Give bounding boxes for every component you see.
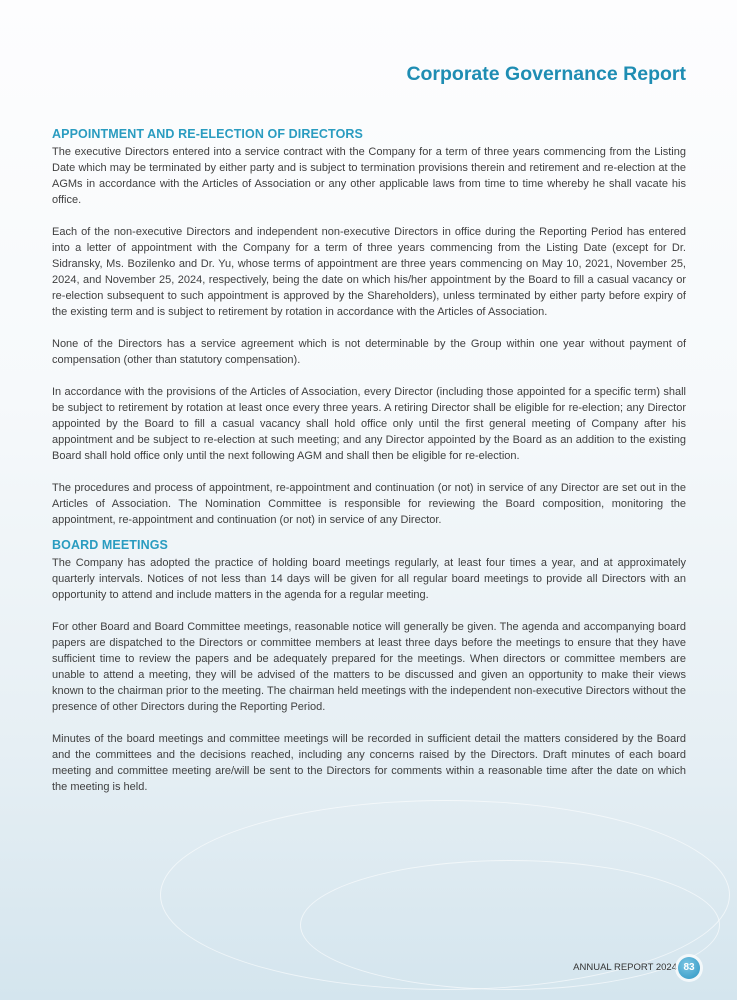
paragraph: For other Board and Board Committee meetings, reasonable notice will generally be given. The agenda and accompanying board papers are dispatched to the Directors or committee members at least three days before the meetings to ensure that they have sufficient time to review the papers and be adequately prepared for the meetings. When directors or committee members are unable to attend a meeting, they will be advised of the matters to be discussed and given an opportunity to make their views known to the chairman prior to the meeting. The chairman held meetings with the independent non-executive Directors without the presence of other Directors during the Reporting Period.	[52, 621, 686, 713]
paragraph: Each of the non-executive Directors and independent non-executive Directors in office during the Reporting Period has entered into a letter of appointment with the Company for a term of three years commencing from the Listing Date (except for Dr. Sidransky, Ms. Bozilenko and Dr. Yu, whose terms of appointment are three years commencing on May 10, 2021, November 25, 2024, and November 25, 2024, respectively, being the date on which his/her appointment by the Board to fill a casual vacancy or re-election subsequent to such appointment is approved by the Shareholders), unless terminated by either party before expiry of the existing term and is subject to retirement by rotation in accordance with the Articles of Association.	[52, 226, 686, 318]
paragraph: Minutes of the board meetings and committee meetings will be recorded in sufficient detail the matters considered by the Board and the committees and the decisions reached, including any concerns raised by the Directors. Draft minutes of each board meeting and committee meeting are/will be sent to the Directors for comments within a reasonable time after the date on which the meeting is held.	[52, 733, 686, 793]
paragraph: The procedures and process of appointment, re-appointment and continuation (or not) in service of any Director are set out in the Articles of Association. The Nomination Committee is responsible for reviewing the Board composition, monitoring the appointment, re-appointment and continuation (or not) in service of any Director.	[52, 482, 686, 526]
page-number: 83	[678, 957, 700, 979]
paragraph: In accordance with the provisions of the Articles of Association, every Director (including those appointed for a specific term) shall be subject to retirement by rotation at least once every three years. A retiring Director shall be eligible for re-election; any Director appointed by the Board to fill a casual vacancy shall hold office only until the first general meeting of Company after his appointment and be subject to re-election at such meeting; and any Director appointed by the Board as an addition to the existing Board shall hold office only until the next following AGM and shall then be eligible for re-election.	[52, 386, 686, 462]
paragraph: None of the Directors has a service agreement which is not determinable by the Group within one year without payment of compensation (other than statutory compensation).	[52, 338, 686, 366]
footer-label: ANNUAL REPORT 2024	[573, 962, 677, 973]
section-heading-board-meetings: BOARD MEETINGS	[52, 538, 168, 552]
document-body	[52, 127, 686, 811]
paragraph: The Company has adopted the practice of holding board meetings regularly, at least four times a year, and at approximately quarterly intervals. Notices of not less than 14 days will be given for all regular board meetings to provide all Directors with an opportunity to attend and include matters in the agenda for a regular meeting.	[52, 557, 686, 601]
paragraph: The executive Directors entered into a service contract with the Company for a term of three years commencing from the Listing Date which may be terminated by either party and is subject to termination provisions therein and retirement and re-election at the AGMs in accordance with the Articles of Association or any other applicable laws from time to time whereby he shall vacate his office.	[52, 146, 686, 206]
section-heading-appointment: APPOINTMENT AND RE-ELECTION OF DIRECTORS	[52, 127, 363, 141]
page-title: Corporate Governance Report	[406, 63, 686, 85]
